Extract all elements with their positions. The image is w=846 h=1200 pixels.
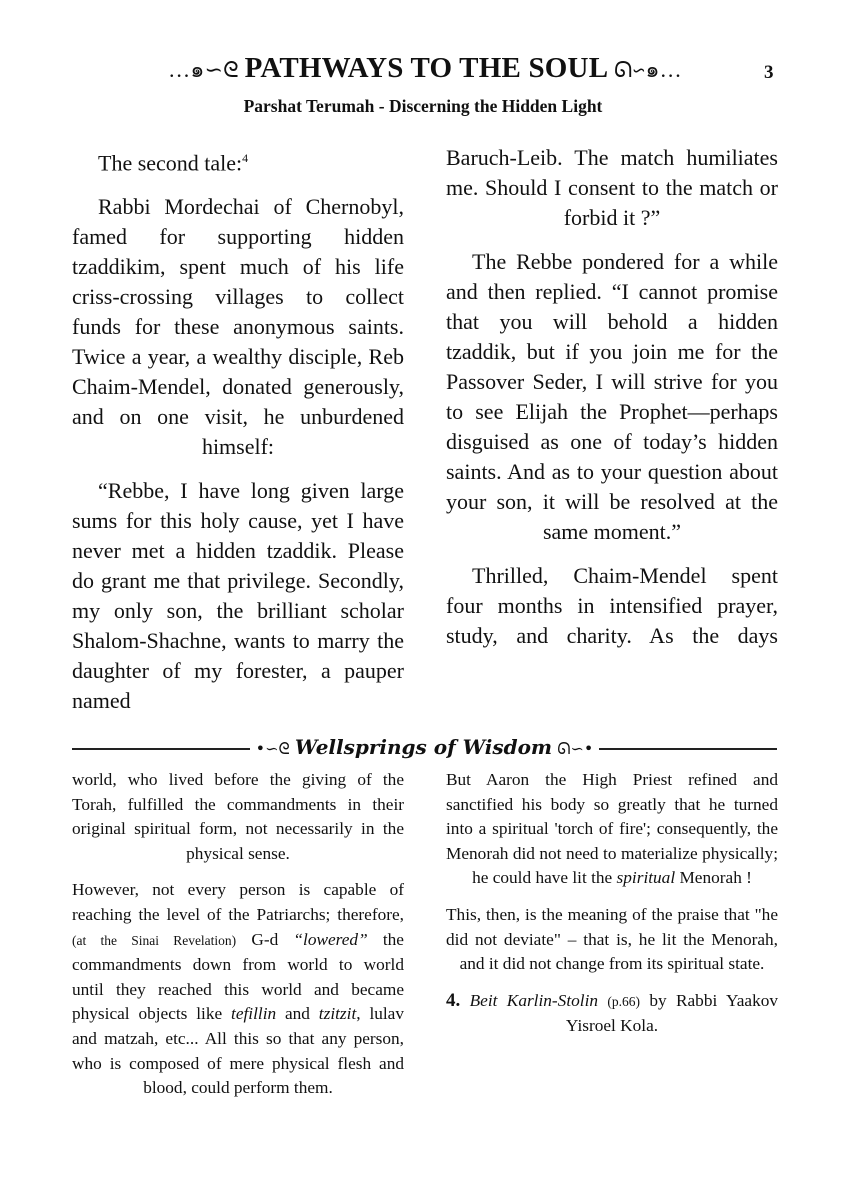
paragraph: “Rebbe, I have long given large sums for this holy cause, yet I have never met a hidden tzaddik. Please do grant me that privilege. Secondly, my only son, the brilliant scholar Shalom-Shachne, wants to marry the daughter of my forester, a pauper named <box>72 478 404 714</box>
text: G-d <box>236 929 294 949</box>
flourish-ornament: ᘏ∽• <box>552 739 594 758</box>
text: by Rabbi Yaakov Yisroel Kola. <box>565 990 778 1036</box>
paragraph: The Rebbe pondered for a while and then replied. “I cannot promise that you will behold a hidden tzaddik, but if you join me for the Passover Seder, I will strive for you to see Elijah the Prophet—perhaps disguised as one of today’s hidden saints. And as to your question about your son, it will be resolved at the same moment.” <box>446 249 778 544</box>
title-text: PATHWAYS TO THE SOUL <box>244 52 609 84</box>
text-italic: tefillin <box>231 1004 277 1024</box>
text: But Aaron the High Priest refined and sanctified his body so greatly that he turned into a spiritual 'torch of fire'; consequently, the Menorah did not need to materialize physically; he could have lit the <box>446 770 778 888</box>
page-subtitle: Parshat Terumah - Discerning the Hidden Light <box>243 96 603 116</box>
right-column <box>446 143 778 665</box>
paragraph: Baruch-Leib. The match humiliates me. Should I consent to the match or forbid it ?” <box>446 145 778 230</box>
divider-title-text: Wellsprings of Wisdom <box>294 735 553 759</box>
bottom-right-column <box>446 768 778 1051</box>
text: Menorah ! <box>675 868 752 888</box>
footnote-ref: 4 <box>242 151 249 165</box>
paragraph <box>446 768 778 891</box>
right-flourish-ornament: ᘏ∽๑… <box>608 57 682 82</box>
section-divider <box>72 735 777 761</box>
text-italic: “lowered” <box>293 929 368 949</box>
text: However, not every person is capable of reaching the level of the Patriarchs; therefore, <box>72 880 404 924</box>
footnote-number: 4. <box>446 989 461 1011</box>
footnote-title: Beit Karlin-Stolin <box>469 990 599 1010</box>
divider-title <box>72 735 777 759</box>
bottom-left-column <box>72 768 404 1113</box>
text-italic: tzitzit <box>318 1004 357 1024</box>
tale-heading <box>72 143 404 178</box>
footnote-page: (p.66) <box>607 993 640 1009</box>
page-number: 3 <box>764 62 774 83</box>
flourish-ornament: •∽ᘓ <box>255 739 295 758</box>
paragraph: world, who lived before the giving of the Torah, fulfilled the commandments in their original spiritual form, not necessarily in the physical sense. <box>72 770 404 863</box>
text-italic: spiritual <box>616 868 676 888</box>
paragraph <box>72 878 404 1100</box>
left-column <box>72 143 404 730</box>
page-header-title <box>130 52 720 87</box>
paragraph: Thrilled, Chaim-Mendel spent four months in intensified prayer, study, and charity. As the days <box>446 563 778 648</box>
text: and <box>276 1004 319 1024</box>
left-flourish-ornament: …๑∽ᘓ <box>168 57 245 82</box>
paragraph: This, then, is the meaning of the praise that "he did not deviate" – that is, he lit the Menorah, and it did not change from its spiritual state. <box>446 904 778 974</box>
text-small: (at the Sinai Revelation) <box>72 932 237 948</box>
paragraph: Rabbi Mordechai of Chernobyl, famed for supporting hidden tzaddikim, spent much of his life criss-crossing villages to collect funds for these anonymous saints. Twice a year, a wealthy disciple, Reb Chaim-Mendel, donated generously, and on one visit, he unburdened himself: <box>72 194 404 460</box>
footnote <box>446 989 778 1039</box>
text: the commandments down from world to world until they reached this world and became physical objects like <box>72 929 404 1024</box>
text: , lulav and matzah, etc... All this so that any person, who is composed of mere physical flesh and blood, could perform them. <box>72 1004 404 1098</box>
heading-text: The second tale: <box>98 150 243 176</box>
